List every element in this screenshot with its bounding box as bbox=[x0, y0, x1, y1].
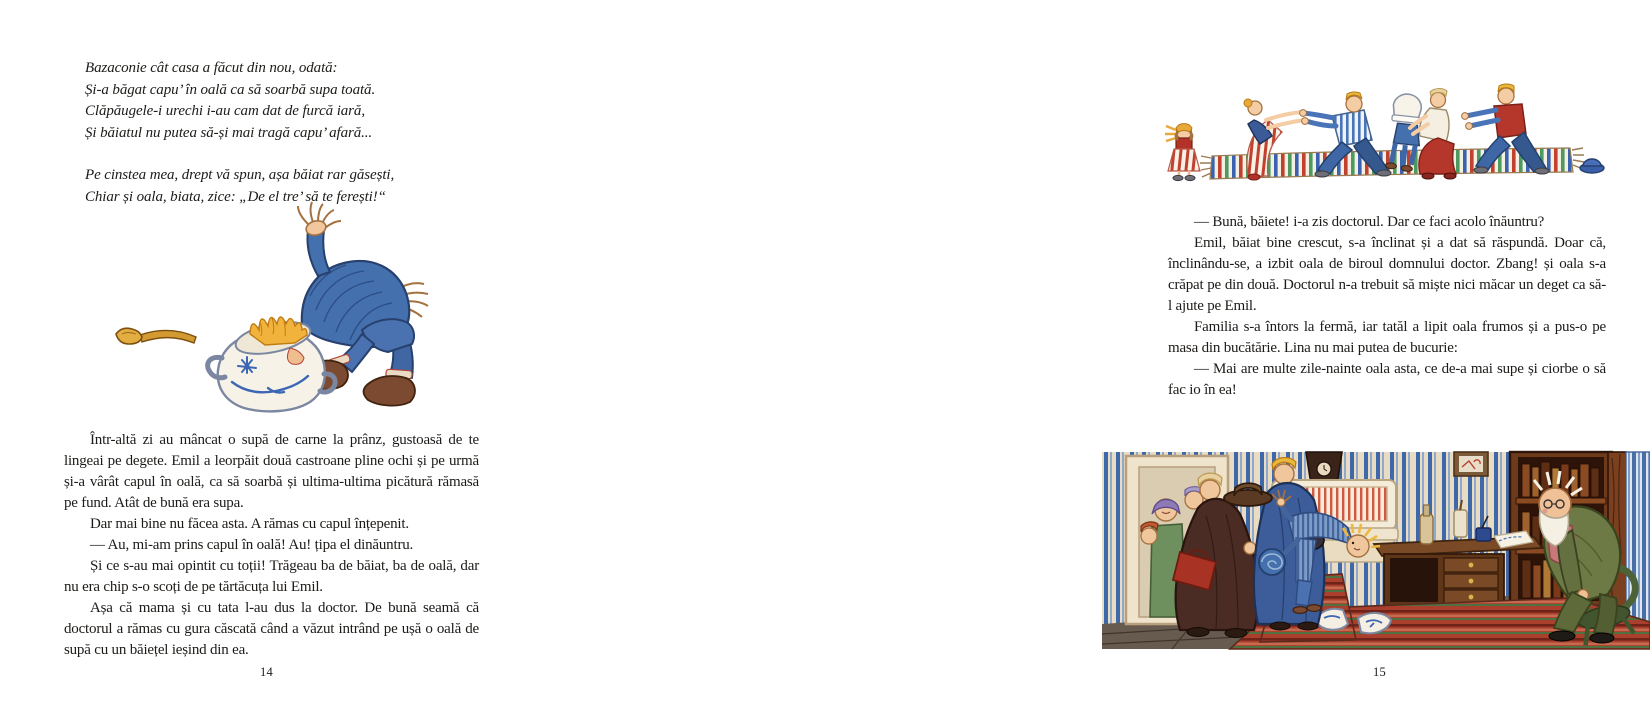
page-15 bbox=[550, 0, 1606, 715]
illustration-emil-head-in-pot bbox=[110, 202, 445, 416]
page-14 bbox=[0, 0, 550, 715]
paragraph: Dar mai bine nu făcea asta. A rămas cu capul înțepenit. bbox=[90, 516, 409, 532]
emil-head bbox=[1347, 535, 1369, 557]
illustration-family-tug-of-war bbox=[1154, 58, 1614, 198]
brown-hat bbox=[1224, 490, 1272, 506]
paragraph: Așa că mama și cu tata l-au dus la doctor. De bună seamă că doctorul a rămas cu gura căscată când a văzut intrând pe ușă o oală de supă cu un băiețel ieșind din ea. bbox=[64, 600, 479, 658]
verse-line: Bazaconie cât casa a făcut din nou, odată: bbox=[85, 60, 338, 76]
paragraph: — Mai are multe zile-nainte oala asta, ce de-a mai supe și ciorbe o să fac io în ea! bbox=[1168, 361, 1606, 398]
blue-cap bbox=[1259, 549, 1285, 575]
verse-line: Și băiatul nu putea să-și mai tragă capu’ afară... bbox=[85, 124, 373, 141]
verse-line: Pe cinstea mea, drept vă spun, așa băiat rar găsești, bbox=[85, 167, 395, 183]
verse-line: Chiar și oala, biata, zice: „De el tre’ să te ferești!“ bbox=[85, 188, 386, 205]
blue-hat-icon bbox=[1580, 159, 1604, 173]
verse-line: Și-a băgat capu’ în oală ca să soarbă supa toată. bbox=[85, 81, 376, 98]
verse-line: Clăpăugele-i urechi i-au cam dat de furcă iară, bbox=[85, 103, 365, 119]
far-boot bbox=[364, 376, 415, 406]
paragraph: — Au, mi-am prins capul în oală! Au! țipa el dinăuntru. bbox=[90, 537, 414, 553]
wooden-spoon-icon bbox=[116, 328, 196, 344]
paragraph: Și ce s-au mai opintit cu toții! Trăgeau ba de băiat, ba de oală, dar nu era chip s-o scoți de pe tărtăcuța lui Emil. bbox=[64, 558, 479, 595]
paragraph: Într-altă zi au mâncat o supă de carne la prânz, gustoasă de te lingeai pe degete. Emil a leorpăit două castroane pline ochi și pe urmă și-a vârât capul în oală, ca să soarbă și ultima-ultima picătură rămasă pe fund. Atât de bună era supa. bbox=[64, 432, 479, 511]
page-number-left: 14 bbox=[260, 665, 274, 679]
picture-frame bbox=[1454, 452, 1488, 476]
desk-drawers bbox=[1444, 558, 1498, 604]
ida-figure bbox=[1165, 124, 1200, 181]
page-number-right: 15 bbox=[1373, 665, 1387, 679]
paragraph: — Bună, băiete! i-a zis doctorul. Dar ce faci acolo înăuntru? bbox=[1194, 214, 1545, 230]
paragraph: Emil, băiat bine crescut, s-a înclinat și a dat să răspundă. Doar că, înclinându-se, a izbit oala de biroul domnului doctor. Zbang! și oala s-a crăpat pe din două. Doctorul n-a trebuit să miște nici măcar un deget ca să-l ajute pe Emil. bbox=[1168, 235, 1606, 314]
raised-hand bbox=[298, 202, 341, 237]
paragraph: Familia s-a întors la fermă, iar tatăl a lipit oala frumos și a pus-o pe masa din bucătărie. Lina nu mai putea de bucurie: bbox=[1168, 319, 1606, 356]
left-page-text bbox=[64, 430, 479, 661]
stanza-gap bbox=[85, 144, 394, 165]
illustration-doctor-office bbox=[1102, 452, 1650, 649]
emil-hair bbox=[250, 317, 307, 345]
verse-block bbox=[85, 58, 394, 208]
right-page-text bbox=[1168, 212, 1606, 401]
